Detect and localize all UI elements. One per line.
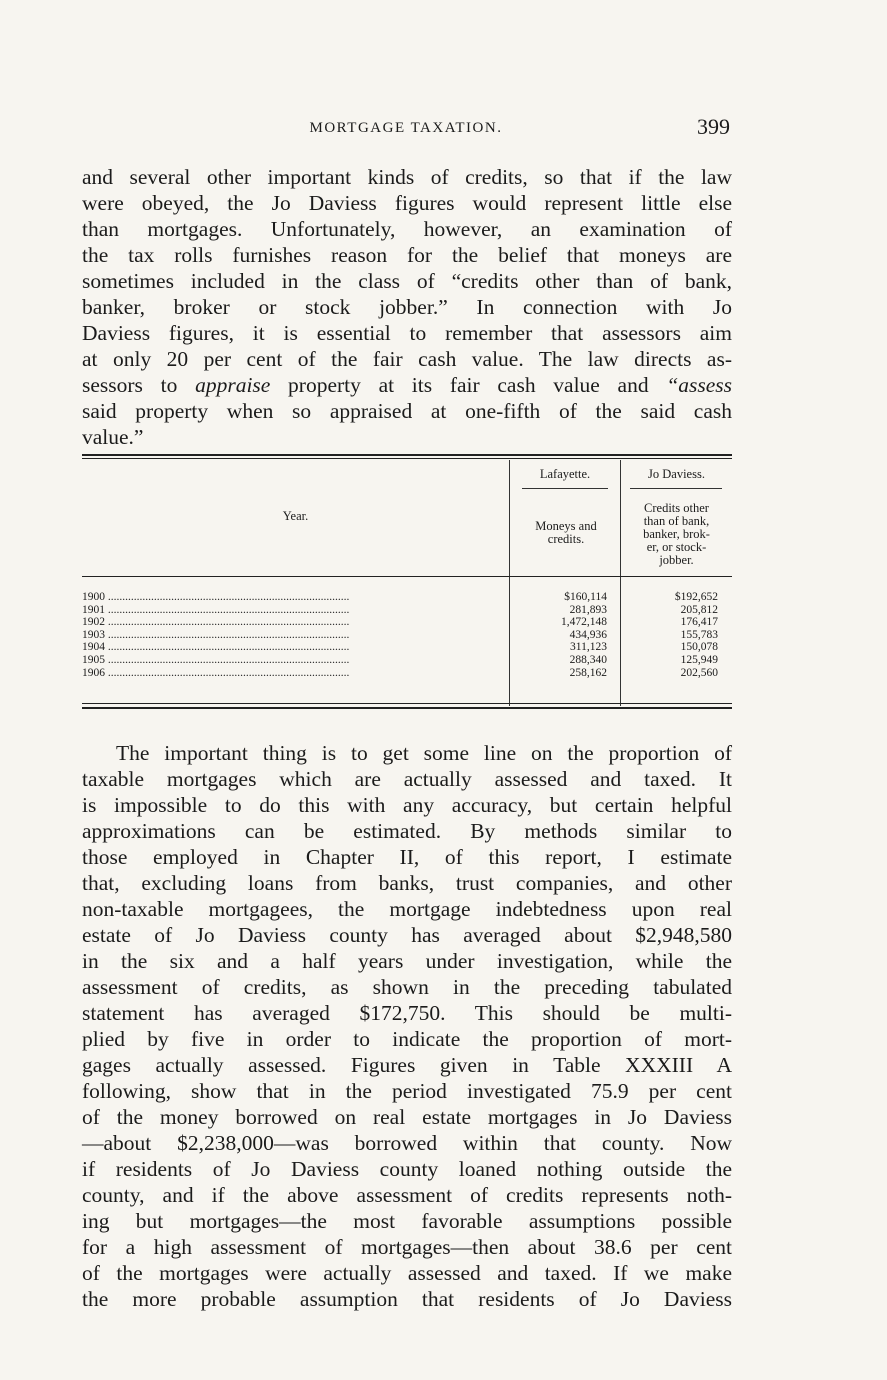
- text-line: that, excluding loans from banks, trust companies, and other: [82, 871, 732, 895]
- running-header: [82, 114, 730, 144]
- header-subrule: [522, 488, 608, 489]
- text-line: of the money borrowed on real estate mortgages in Jo Daviess: [82, 1105, 732, 1129]
- value-cell: 202,560: [680, 666, 718, 679]
- text-line: assessment of credits, as shown in the preceding tabulated: [82, 975, 732, 999]
- table-bottom-rule: [82, 707, 732, 709]
- text-line: statement has averaged $172,750. This should be multi-: [82, 1001, 732, 1025]
- year-header: Year.: [282, 509, 309, 523]
- paragraph-analysis: [82, 740, 732, 1312]
- table-row: 1904 ....................................................................................: [82, 641, 350, 654]
- value-cell: $192,652: [674, 591, 718, 603]
- text-line: those employed in Chapter II, of this report, I estimate: [82, 845, 732, 869]
- lafayette-header: Lafayette.: [539, 467, 591, 481]
- text-line: non-taxable mortgagees, the mortgage indebtedness upon real: [82, 897, 732, 921]
- text-line: the tax rolls furnishes reason for the belief that moneys are: [82, 243, 732, 267]
- text-line: taxable mortgages which are actually assessed and taxed. It: [82, 767, 732, 791]
- table-row: 1901 ....................................................................................: [82, 603, 350, 616]
- text-line: were obeyed, the Jo Daviess figures would represent little else: [82, 191, 732, 215]
- text-line: gages actually assessed. Figures given in Table XXXIII A: [82, 1053, 732, 1077]
- text-segment: property at its fair cash value and: [288, 373, 649, 397]
- text-line: the more probable assumption that residents of Jo Daviess: [82, 1287, 732, 1311]
- header-subrule: [630, 488, 722, 489]
- text-line: —about $2,238,000—was borrowed within that county. Now: [82, 1131, 732, 1155]
- lafayette-subheader: Moneys and credits.: [535, 519, 597, 546]
- lafayette-column: [512, 591, 607, 679]
- value-cell: 311,123: [570, 641, 607, 654]
- year-cell: 1904: [82, 641, 105, 654]
- text-line: The important thing is to get some line on the proportion of: [116, 741, 732, 765]
- header-bottom-rule: [82, 576, 732, 577]
- text-line: sometimes included in the class of “credits other than of bank,: [82, 269, 732, 293]
- value-cell: 281,893: [569, 603, 607, 616]
- page-number: 399: [697, 114, 730, 139]
- table-row: 1903 ....................................................................................: [82, 628, 350, 641]
- text-line: ing but mortgages—the most favorable assumptions possible: [82, 1209, 732, 1233]
- table-row: 1900 ....................................................................................: [82, 591, 350, 603]
- year-cell: 1900: [82, 591, 105, 603]
- credits-table: [82, 454, 732, 710]
- text-line: approximations can be estimated. By methods similar to: [82, 819, 732, 843]
- column-divider: [509, 460, 510, 706]
- table-top-rule-thin: [82, 458, 732, 459]
- value-cell: 258,162: [569, 666, 607, 679]
- value-cell: $160,114: [564, 591, 607, 603]
- value-cell: 1,472,148: [561, 616, 607, 629]
- text-segment: sessors to: [82, 373, 178, 397]
- text-line: in the six and a half years under investigation, while the: [82, 949, 732, 973]
- year-cell: 1905: [82, 653, 105, 666]
- text-line: at only 20 per cent of the fair cash value. The law directs as-: [82, 347, 732, 371]
- text-line: of the mortgages were actually assessed and taxed. If we make: [82, 1261, 732, 1285]
- text-line: following, show that in the period investigated 75.9 per cent: [82, 1079, 732, 1103]
- subheader-line: er, or stock-: [646, 540, 707, 554]
- table-row: 1905 ....................................................................................: [82, 653, 350, 666]
- subheader-line: than of bank,: [643, 514, 710, 528]
- text-line: banker, broker or stock jobber.” In connection with Jo: [82, 295, 732, 319]
- year-cell: 1906: [82, 666, 105, 679]
- text-line: [82, 372, 732, 398]
- jodaviess-header: Jo Daviess.: [648, 467, 705, 481]
- italic-word: “assess: [666, 373, 733, 397]
- subheader-line: jobber.: [659, 553, 694, 567]
- value-cell: 205,812: [680, 603, 718, 616]
- text-line: if residents of Jo Daviess county loaned nothing outside the: [82, 1157, 732, 1181]
- year-cell: 1903: [82, 628, 105, 641]
- jodaviess-subheader: [621, 502, 732, 567]
- running-title: MORTGAGE TAXATION.: [309, 120, 503, 136]
- text-line: and several other important kinds of credits, so that if the law: [82, 165, 732, 189]
- value-cell: 176,417: [680, 616, 718, 629]
- text-line: is impossible to do this with any accuracy, but certain helpful: [82, 793, 732, 817]
- value-cell: 150,078: [680, 641, 718, 654]
- table-bottom-rule-thin: [82, 703, 732, 704]
- text-line: Daviess figures, it is essential to remember that assessors aim: [82, 321, 732, 345]
- text-line: for a high assessment of mortgages—then about 38.6 per cent: [82, 1235, 732, 1259]
- subheader-line: Credits other: [644, 501, 709, 515]
- value-cell: 155,783: [680, 628, 718, 641]
- text-line: plied by five in order to indicate the proportion of mort-: [82, 1027, 732, 1051]
- italic-word: appraise: [195, 373, 271, 397]
- column-divider: [620, 460, 621, 706]
- text-line: said property when so appraised at one-fifth of the said cash: [82, 399, 732, 423]
- text-line: estate of Jo Daviess county has averaged about $2,948,580: [82, 923, 732, 947]
- jodaviess-column: [622, 591, 718, 679]
- subheader-line: banker, brok-: [643, 527, 710, 541]
- value-cell: 288,340: [569, 653, 607, 666]
- value-cell: 125,949: [680, 653, 718, 666]
- paragraph-intro: [82, 164, 732, 450]
- text-line: county, and if the above assessment of credits represents noth-: [82, 1183, 732, 1207]
- value-cell: 434,936: [569, 628, 607, 641]
- year-column: [82, 591, 507, 679]
- table-row: 1906 ....................................................................................: [82, 666, 350, 679]
- text-line: value.”: [82, 425, 144, 449]
- year-cell: 1902: [82, 616, 105, 629]
- table-top-rule: [82, 454, 732, 456]
- table-row: 1902 ....................................................................................: [82, 616, 350, 629]
- year-cell: 1901: [82, 603, 105, 616]
- text-line: than mortgages. Unfortunately, however, an examination of: [82, 217, 732, 241]
